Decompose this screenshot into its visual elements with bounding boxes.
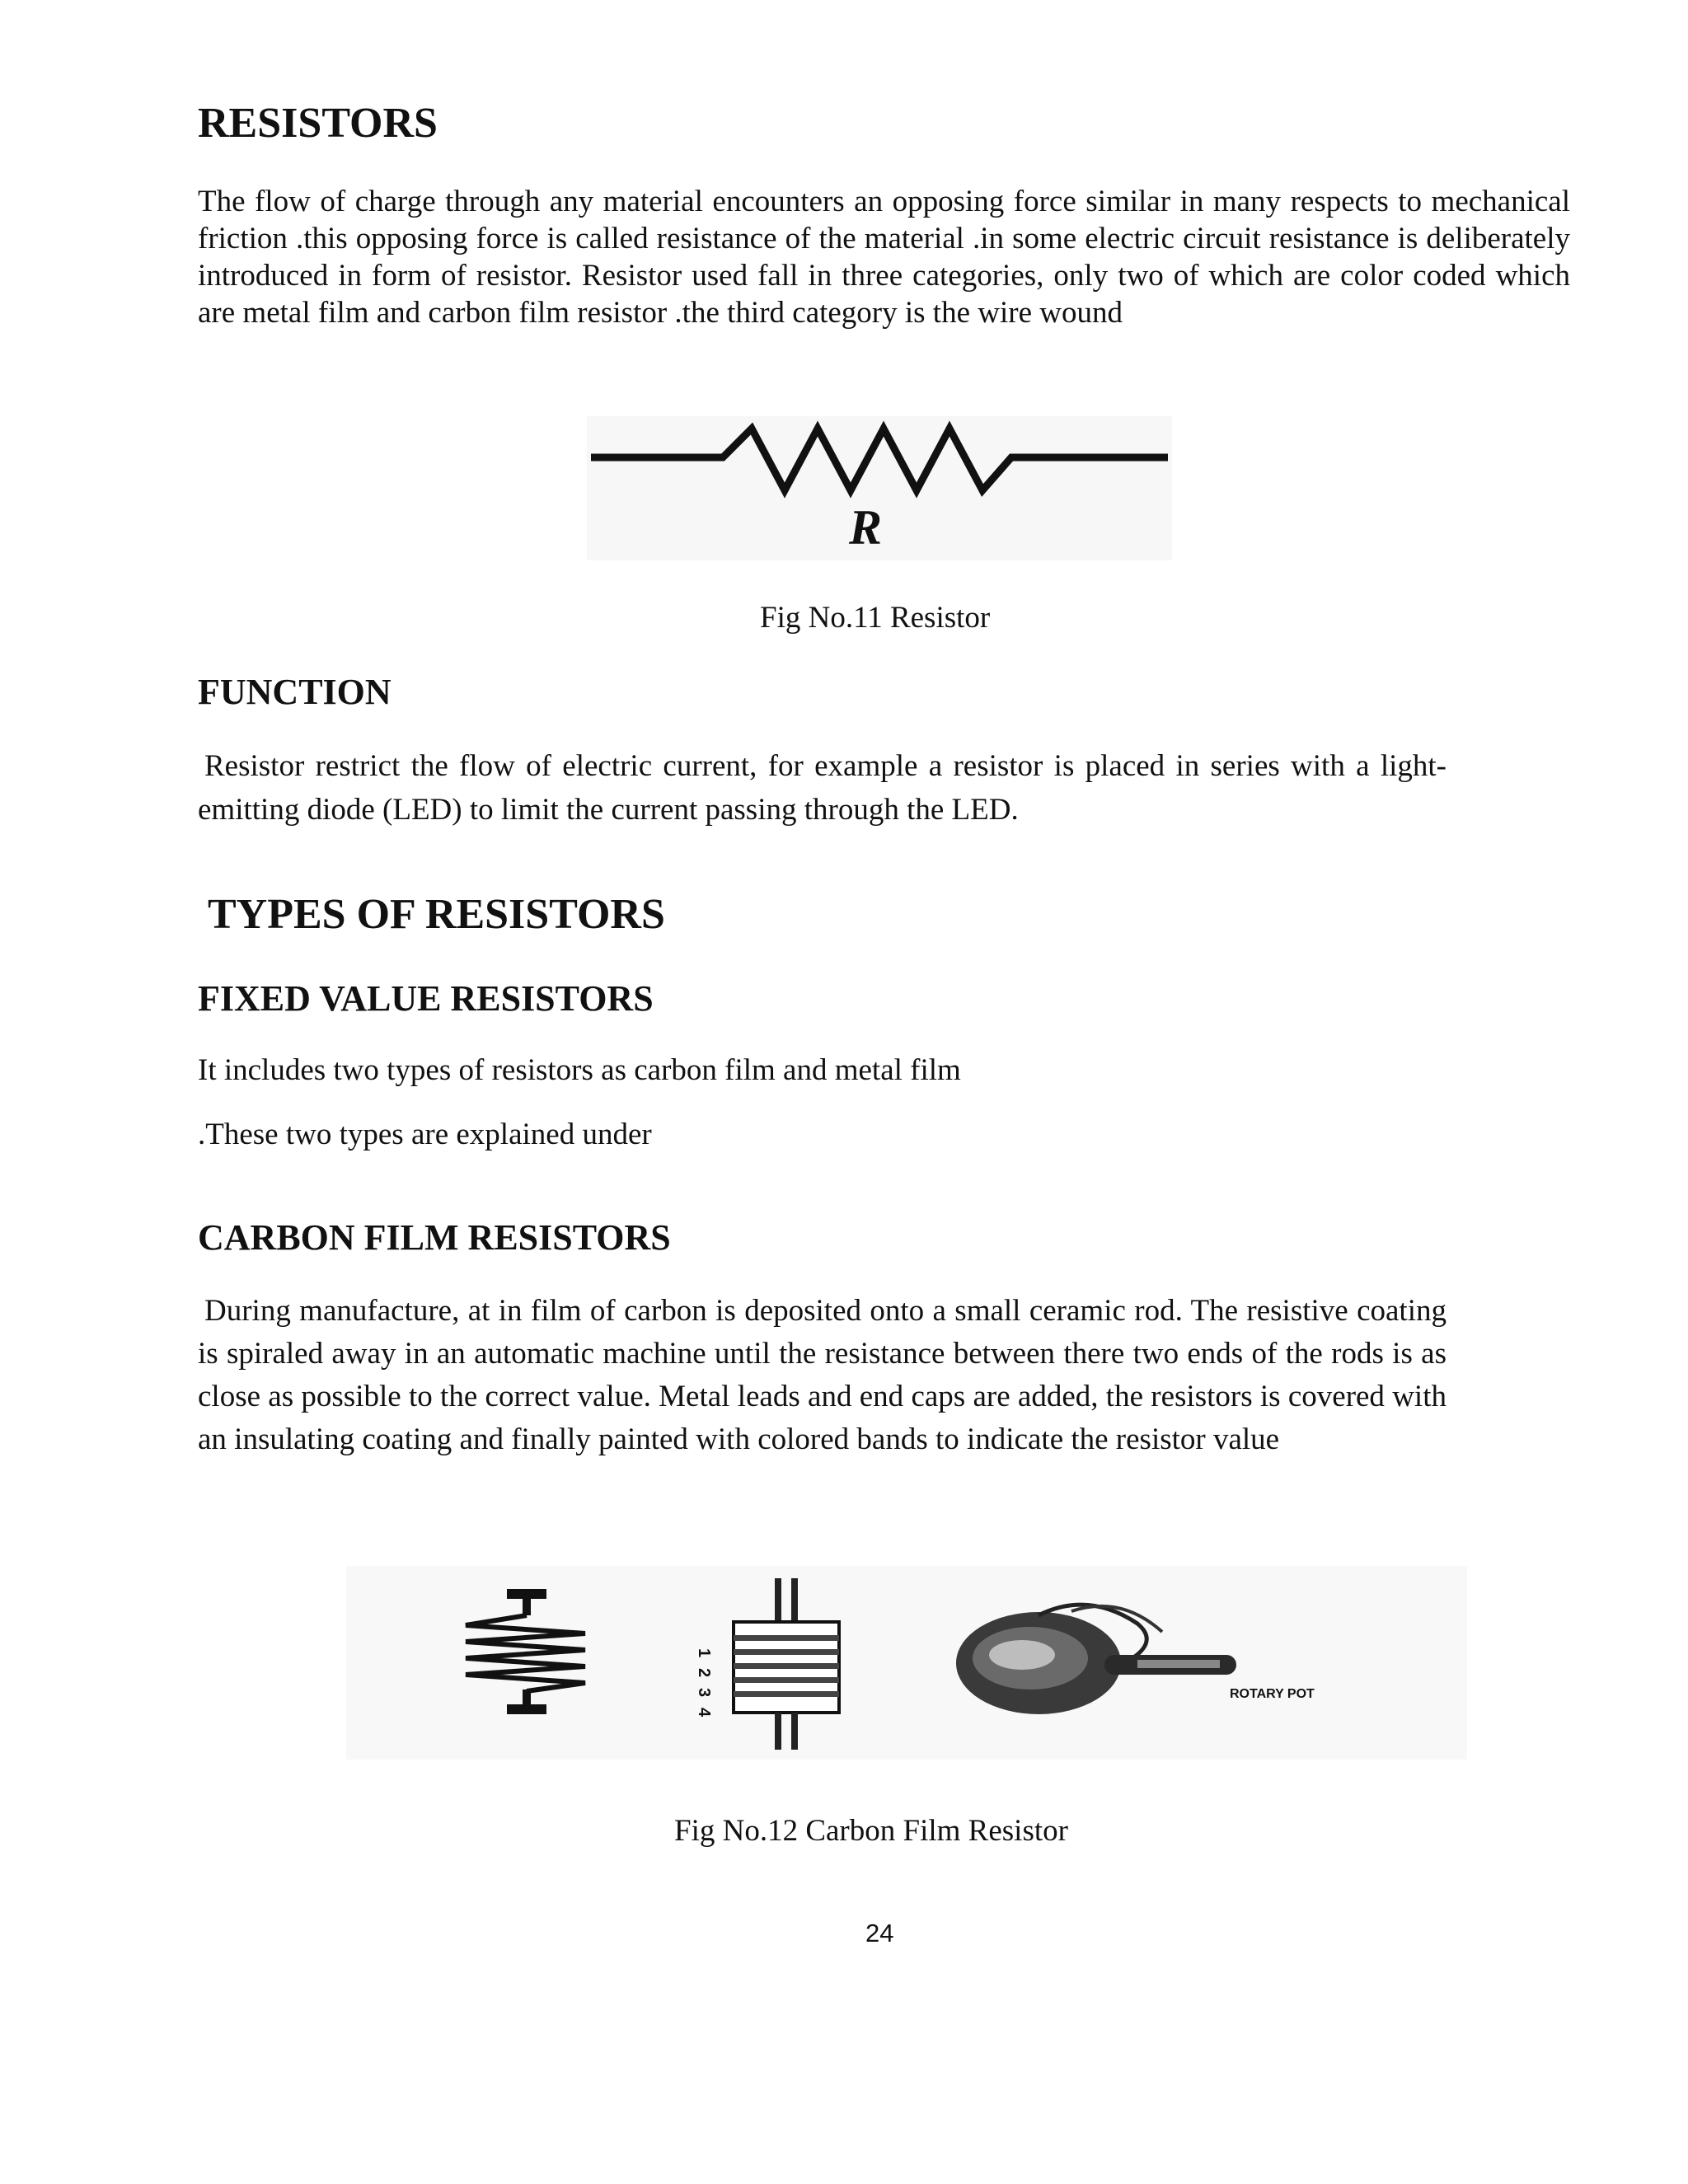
paragraph-resistors: The flow of charge through any material encounters an opposing force similar in many respects to mechanical friction .this opposing force is called resistance of the material .in some electric circuit resistance is deliberately introduced in form of resistor. Resistor used fall in three categories, only two of which are color coded which are metal film and carbon film resistor .the third category is the wire wound [198,185,1570,330]
caption-figure-11: Fig No.11 Resistor [760,601,991,635]
rotary-pot-label: ROTARY POT [1230,1687,1315,1701]
heading-carbon-film-resistors: CARBON FILM RESISTORS [198,1217,671,1258]
heading-function: FUNCTION [198,672,392,712]
text-fixed-value-line-2: .These two types are explained under [198,1118,652,1151]
text-fixed-value-line-1: It includes two types of resistors as carbon film and metal film [198,1053,961,1087]
carbon-film-resistor-figure [346,1566,1467,1760]
resistor-symbol-figure [587,416,1172,560]
paragraph-carbon-film: During manufacture, at in film of carbon is deposited onto a small ceramic rod. The resistive coating is spiraled away in an automatic machine until the resistance between there two ends of the rods is as close as possible to the correct value. Metal leads and end caps are added, the resistors is covered with an insulating coating and finally painted with colored bands to indicate the resistor value [198,1294,1447,1456]
band-digit-3: 3 [695,1688,713,1698]
band-digit-4: 4 [695,1708,713,1718]
caption-figure-12: Fig No.12 Carbon Film Resistor [674,1814,1068,1848]
heading-resistors: RESISTORS [198,100,438,147]
resistor-symbol-label: R [849,500,883,555]
heading-fixed-value-resistors: FIXED VALUE RESISTORS [198,978,654,1019]
band-digit-1: 1 [695,1648,713,1658]
paragraph-function: Resistor restrict the flow of electric current, for example a resistor is placed in series with a light-emitting diode (LED) to limit the current passing through the LED. [198,749,1447,827]
page-number: 24 [865,1919,894,1947]
heading-types-of-resistors: TYPES OF RESISTORS [208,891,665,938]
band-digit-2: 2 [695,1668,713,1678]
